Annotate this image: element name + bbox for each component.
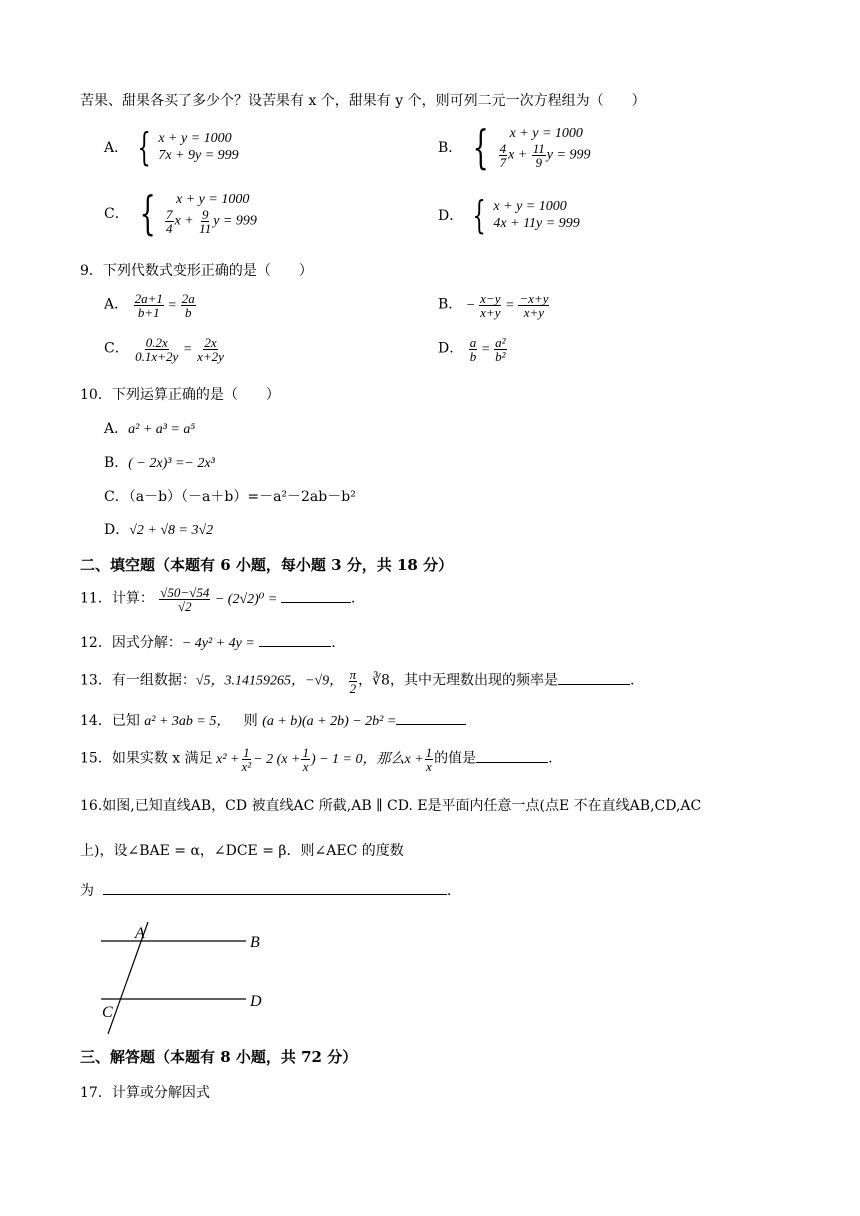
q9-option-c: C． $\frac{0.2x}{0.1x+2y}$ = $\frac{2x}{x+2y}$: [104, 335, 224, 364]
section-heading: 二、填空题（本题有 6 小题，每小题 3 分，共 18 分）: [80, 556, 454, 574]
equation-row: $\frac{7}{4}$ x + $\frac{9}{11}$ y = 999: [166, 207, 257, 237]
equation-row: x + y = 1000: [176, 191, 250, 207]
point-label-c: C: [102, 1004, 113, 1021]
q14: 14．已知 a² + 3ab = 5， 则 (a + b)(a + 2b) − 2b² =: [80, 710, 466, 730]
option-label: A．: [104, 140, 129, 156]
answer-blank[interactable]: [558, 672, 630, 685]
q16-line3: 为 .: [80, 883, 452, 899]
q16-line1: 16.如图,已知直线AB，CD 被直线AC 所截,AB ∥ CD. E是平面内任意一点(点E 不在直线AB,CD,AC: [80, 798, 702, 814]
q8-option-c: C． { x + y = 1000 $\frac{7}{4}$ x + $\frac{9}{11}$ y = 999: [104, 186, 257, 240]
option-label: C．: [104, 206, 129, 222]
q10-option-b: B．( − 2x)³ =− 2x³: [104, 455, 215, 471]
point-label-d: D: [250, 993, 262, 1010]
q12: 12．因式分解：− 4y² + 4y = .: [80, 635, 336, 651]
answer-blank[interactable]: [476, 750, 548, 763]
equation-row: 7x + 9y = 999: [158, 148, 239, 163]
q10-option-c: C．（a－b）（－a＋b）=－a²－2ab－b²: [104, 489, 356, 505]
q9-stem: 9．下列代数式变形正确的是（ ）: [80, 263, 313, 279]
point-label-b: B: [250, 934, 260, 951]
q9-option-d: D． $\frac{a}{b}$ = $\frac{\text{a²}}{\text{b²}}$: [438, 335, 506, 364]
answer-blank[interactable]: [103, 882, 447, 895]
section-heading: 三、解答题（本题有 8 小题，共 72 分）: [80, 1048, 358, 1066]
q10-option-a: A．a² + a³ = a⁵: [104, 421, 196, 437]
q11: 11．计算： $\frac{√50-√54}{√2}$ − (2√2)⁰ = .: [80, 585, 356, 614]
q8-option-d: D． { x + y = 1000 4x + 11y = 999: [438, 193, 580, 237]
q16-line2: 上)，设∠BAE = α，∠DCE = β．则∠AEC 的度数: [80, 843, 404, 859]
option-label: B．: [438, 140, 463, 156]
q8-option-b: B． { x + y = 1000 $\frac{4}{7}$ x + $\frac{11}{9}$ y = 999: [438, 120, 591, 174]
q9-option-b: B． − $\frac{x-y}{x+y}$ = $\frac{-x+y}{x+y}$: [438, 291, 549, 320]
equation-row: $\frac{4}{7}$ x + $\frac{11}{9}$ y = 999: [499, 141, 591, 171]
answer-blank[interactable]: [259, 634, 331, 647]
q13: 13．有一组数据：√5，3.14159265，−√9， $\frac{\pi}{2}$ ，∛8，其中无理数出现的频率是 .: [80, 667, 635, 696]
equation-row: x + y = 1000: [493, 198, 567, 214]
answer-blank[interactable]: [281, 590, 351, 603]
q15: 15．如果实数 x 满足 x² + $\frac{1}{\text{x²}}$ − 2 (x + $\frac{1}{x}$ ) − 1 = 0，那么x + $\frac{1}{x}$ 的值是 .: [80, 745, 553, 774]
equation-row: x + y = 1000: [158, 130, 232, 146]
option-label: D．: [438, 208, 464, 224]
q8-stem: 苦果、甜果各买了多少个？设苦果有 x 个，甜果有 y 个，则可列二元一次方程组为（ ）: [80, 93, 646, 109]
point-label-a: A: [135, 925, 145, 942]
answer-blank[interactable]: [396, 712, 466, 725]
equation-row: 4x + 11y = 999: [493, 216, 580, 231]
q10-stem: 10．下列运算正确的是（ ）: [80, 387, 280, 403]
equation-row: x + y = 1000: [509, 125, 583, 141]
q10-option-d: D．√2 + √8 = 3√2: [104, 522, 214, 538]
q9-option-a: A． $\frac{2a+1}{b+1}$ = $\frac{2a}{b}$: [104, 291, 195, 320]
q17-stem: 17．计算或分解因式: [80, 1085, 210, 1101]
q8-option-a: A． { x + y = 1000 7x + 9y = 999: [104, 125, 239, 169]
parallel-lines-figure: [95, 920, 275, 1040]
